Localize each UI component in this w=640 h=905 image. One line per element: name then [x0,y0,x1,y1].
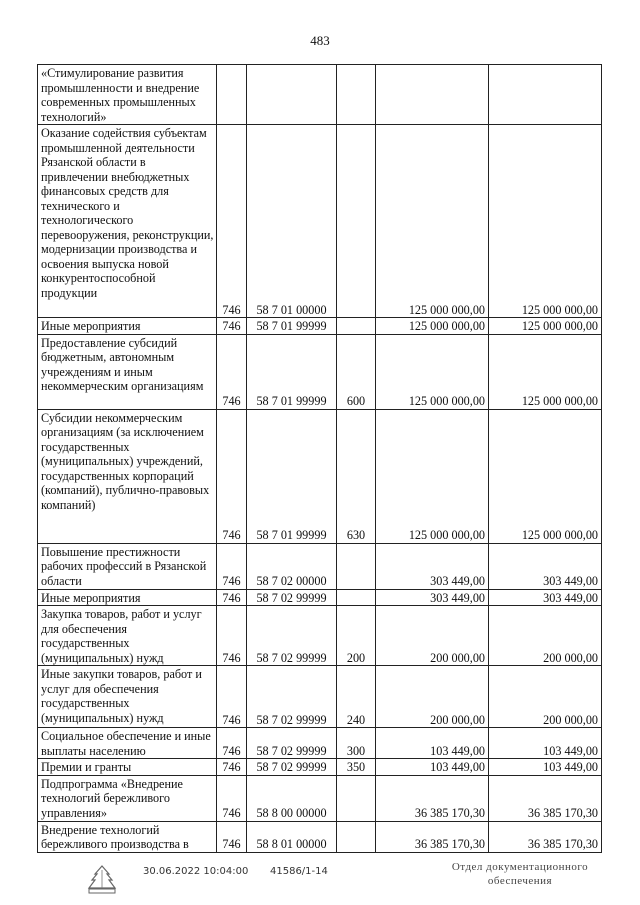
table-row [38,759,602,776]
row-type: 300 [337,728,376,759]
row-sum2: 303 449,00 [489,543,602,589]
row-sum1: 200 000,00 [376,666,489,728]
emblem-logo-icon [85,864,119,896]
row-type: 600 [337,334,376,409]
row-target: 58 7 02 99999 [247,666,337,728]
row-name: Повышение престижности рабочих профессий в Рязанской области [38,543,217,589]
row-code: 746 [217,759,247,776]
department-stamp: Отдел документационного обеспечения [451,861,589,887]
row-target: 58 8 01 00000 [247,821,337,852]
row-name: Иные мероприятия [38,318,217,335]
row-type [337,821,376,852]
row-target: 58 7 02 99999 [247,728,337,759]
table-row [38,334,602,409]
row-sum2: 125 000 000,00 [489,334,602,409]
row-target: 58 7 02 99999 [247,606,337,666]
row-sum2: 36 385 170,30 [489,821,602,852]
row-target: 58 7 01 99999 [247,318,337,335]
table-row [38,728,602,759]
row-sum2: 36 385 170,30 [489,775,602,821]
row-name: Иные закупки товаров, работ и услуг для обеспечения государственных (муниципальных) нужд [38,666,217,728]
row-name: Иные мероприятия [38,589,217,606]
row-type [337,65,376,125]
row-sum1: 125 000 000,00 [376,409,489,543]
row-target: 58 8 00 00000 [247,775,337,821]
row-code: 746 [217,409,247,543]
row-sum1: 36 385 170,30 [376,821,489,852]
row-name: Премии и гранты [38,759,217,776]
row-code: 746 [217,318,247,335]
row-code: 746 [217,728,247,759]
table-row [38,775,602,821]
row-sum2: 125 000 000,00 [489,125,602,318]
row-target: 58 7 02 99999 [247,759,337,776]
row-name: Подпрограмма «Внедрение технологий бережливого управления» [38,775,217,821]
row-code: 746 [217,125,247,318]
row-target [247,65,337,125]
row-type: 200 [337,606,376,666]
row-code: 746 [217,775,247,821]
row-type [337,125,376,318]
page-footer [0,860,640,905]
row-sum1: 125 000 000,00 [376,125,489,318]
row-code: 746 [217,821,247,852]
row-sum2: 125 000 000,00 [489,318,602,335]
row-target: 58 7 02 99999 [247,589,337,606]
row-type [337,318,376,335]
row-type: 240 [337,666,376,728]
row-sum1: 303 449,00 [376,543,489,589]
row-code: 746 [217,543,247,589]
row-name: Предоставление субсидий бюджетным, автономным учреждениям и иным некоммерческим организациям [38,334,217,409]
table-row [38,606,602,666]
row-sum2: 303 449,00 [489,589,602,606]
row-target: 58 7 02 00000 [247,543,337,589]
row-sum2: 103 449,00 [489,728,602,759]
row-sum2: 103 449,00 [489,759,602,776]
table-row [38,666,602,728]
row-sum1: 200 000,00 [376,606,489,666]
row-type: 630 [337,409,376,543]
row-sum1: 36 385 170,30 [376,775,489,821]
row-name: Социальное обеспечение и иные выплаты населению [38,728,217,759]
row-sum1 [376,65,489,125]
table-row [38,543,602,589]
row-sum2: 200 000,00 [489,606,602,666]
row-name: «Стимулирование развития промышленности и внедрение современных промышленных технологий» [38,65,217,125]
row-code: 746 [217,334,247,409]
row-sum2: 200 000,00 [489,666,602,728]
row-name: Субсидии некоммерческим организациям (за исключением государственных (муниципальных) учреждений, государственных корпораций (компаний), публично-правовых компаний) [38,409,217,543]
stamp-document-id: 41586/1-14 [270,866,328,877]
row-type [337,775,376,821]
row-type [337,589,376,606]
row-sum2: 125 000 000,00 [489,409,602,543]
row-sum2 [489,65,602,125]
row-target: 58 7 01 99999 [247,409,337,543]
row-sum1: 103 449,00 [376,759,489,776]
table-row [38,589,602,606]
table-row [38,318,602,335]
row-target: 58 7 01 00000 [247,125,337,318]
row-name: Оказание содействия субъектам промышленной деятельности Рязанской области в привлечении внебюджетных финансовых средств для технического и технологического перевооружения, реконструкции, модернизации производства и освоения выпуска новой конкурентоспособной продукции [38,125,217,318]
row-type: 350 [337,759,376,776]
row-name: Внедрение технологий бережливого производства в [38,821,217,852]
row-sum1: 125 000 000,00 [376,318,489,335]
row-code [217,65,247,125]
row-code: 746 [217,666,247,728]
table-row [38,409,602,543]
row-sum1: 303 449,00 [376,589,489,606]
stamp-datetime: 30.06.2022 10:04:00 [143,866,249,877]
row-name: Закупка товаров, работ и услуг для обеспечения государственных (муниципальных) нужд [38,606,217,666]
table-row [38,125,602,318]
row-sum1: 125 000 000,00 [376,334,489,409]
row-sum1: 103 449,00 [376,728,489,759]
page-number: 483 [310,33,330,48]
row-code: 746 [217,589,247,606]
budget-table [37,64,602,853]
table-row [38,65,602,125]
row-code: 746 [217,606,247,666]
table-row [38,821,602,852]
row-type [337,543,376,589]
row-target: 58 7 01 99999 [247,334,337,409]
